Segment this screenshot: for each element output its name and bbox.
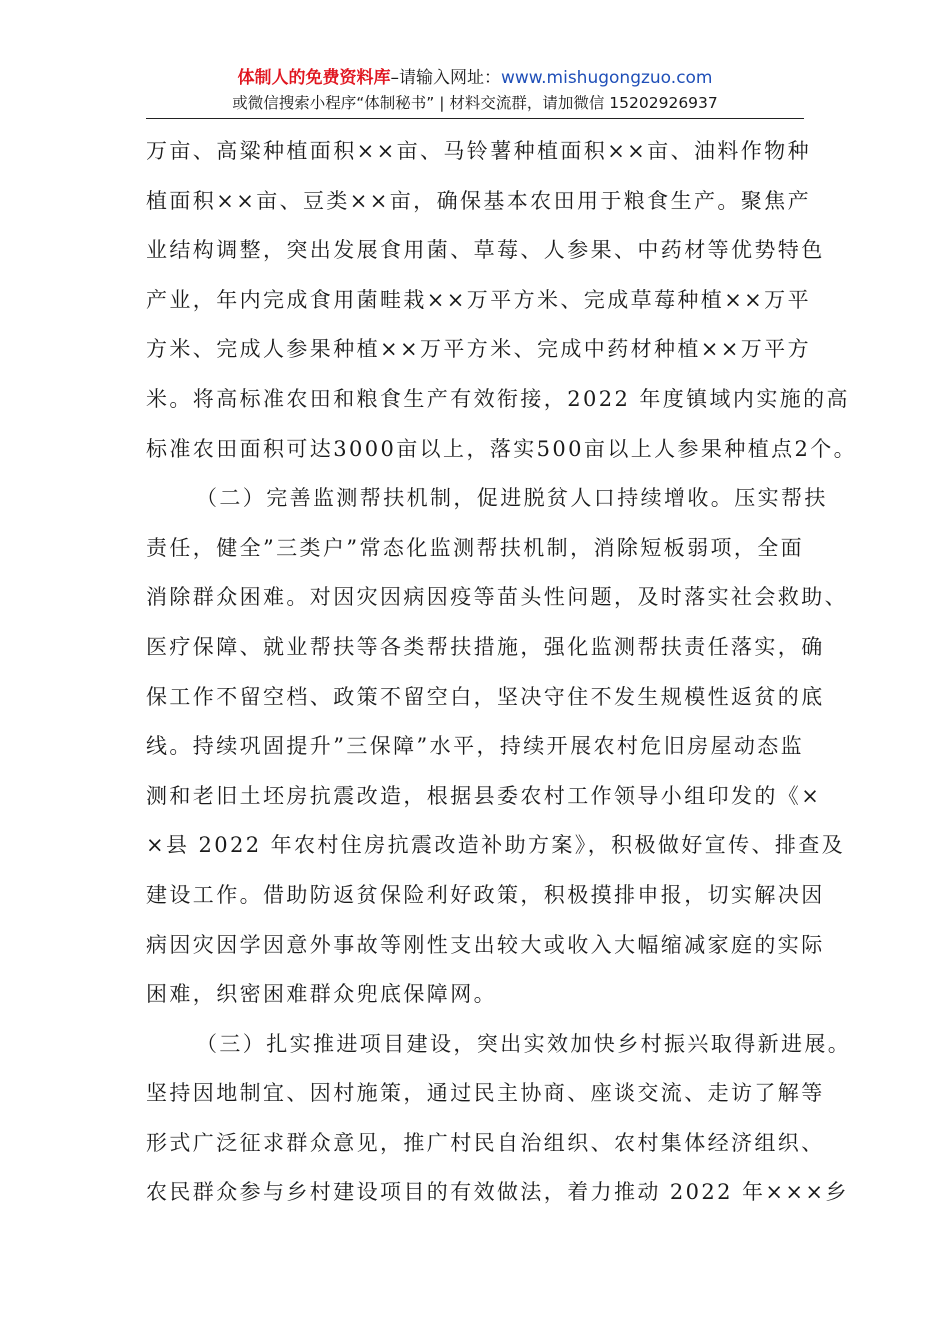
text-line: 标准农田面积可达3000亩以上，落实500亩以上人参果种植点2个。: [146, 436, 858, 461]
text-line: （三）扎实推进项目建设，突出实效加快乡村振兴取得新进展。: [196, 1031, 852, 1056]
text-line: ×县 2022 年农村住房抗震改造补助方案》，积极做好宣传、排查及: [146, 833, 846, 858]
text-line: 形式广泛征求群众意见，推广村民自治组织、农村集体经济组织、: [146, 1130, 825, 1155]
text-line: （二）完善监测帮扶机制，促进脱贫人口持续增收。压实帮扶: [196, 486, 828, 511]
header-divider: [146, 118, 804, 119]
text-line: 测和老旧土坯房抗震改造，根据县委农村工作领导小组印发的《×: [146, 783, 822, 808]
text-line: 线。持续巩固提升”三保障”水平，持续开展农村危旧房屋动态监: [146, 734, 805, 759]
paragraph-3: [146, 1020, 852, 1218]
text-line: 困难，织密困难群众兜底保障网。: [146, 982, 497, 1007]
text-line: 病因灾因学因意外事故等刚性支出较大或收入大幅缩减家庭的实际: [146, 932, 825, 957]
paragraph-1: [146, 127, 858, 474]
text-line: 农民群众参与乡村建设项目的有效做法，着力推动 2022 年×××乡: [146, 1180, 849, 1205]
page-header: [0, 66, 950, 113]
text-line: 保工作不留空档、政策不留空白，坚决守住不发生规模性返贫的底: [146, 684, 825, 709]
header-prompt: –请输入网址：: [390, 68, 501, 88]
text-line: 产业，年内完成食用菌畦栽××万平方米、完成草莓种植××万平: [146, 287, 811, 312]
document-body: [146, 127, 858, 1218]
paragraph-2: [146, 474, 848, 1020]
header-subline: 或微信搜索小程序“体制秘书” | 材料交流群，请加微信 15202926937: [232, 94, 718, 112]
text-line: 万亩、高粱种植面积××亩、马铃薯种植面积××亩、油料作物种: [146, 139, 811, 163]
text-line: 医疗保障、就业帮扶等各类帮扶措施，强化监测帮扶责任落实，确: [146, 634, 825, 659]
text-line: 建设工作。借助防返贫保险利好政策，积极摸排申报，切实解决因: [146, 882, 825, 907]
text-line: 方米、完成人参果种植××万平方米、完成中药材种植××万平方: [146, 337, 811, 362]
text-line: 责任，健全”三类户”常态化监测帮扶机制，消除短板弱项，全面: [146, 535, 805, 560]
text-line: 植面积××亩、豆类××亩，确保基本农田用于粮食生产。聚焦产: [146, 188, 811, 213]
text-line: 业结构调整，突出发展食用菌、草莓、人参果、中药材等优势特色: [146, 238, 825, 263]
header-url-link[interactable]: www.mishugongzuo.com: [500, 68, 713, 88]
header-brand: 体制人的免费资料库: [237, 68, 391, 88]
text-line: 坚持因地制宜、因村施策，通过民主协商、座谈交流、走访了解等: [146, 1081, 825, 1106]
text-line: 消除群众困难。对因灾因病因疫等苗头性问题，及时落实社会救助、: [146, 585, 848, 610]
header-banner: [0, 66, 950, 90]
text-line: 米。将高标准农田和粮食生产有效衔接，2022 年度镇域内实施的高: [146, 386, 850, 411]
